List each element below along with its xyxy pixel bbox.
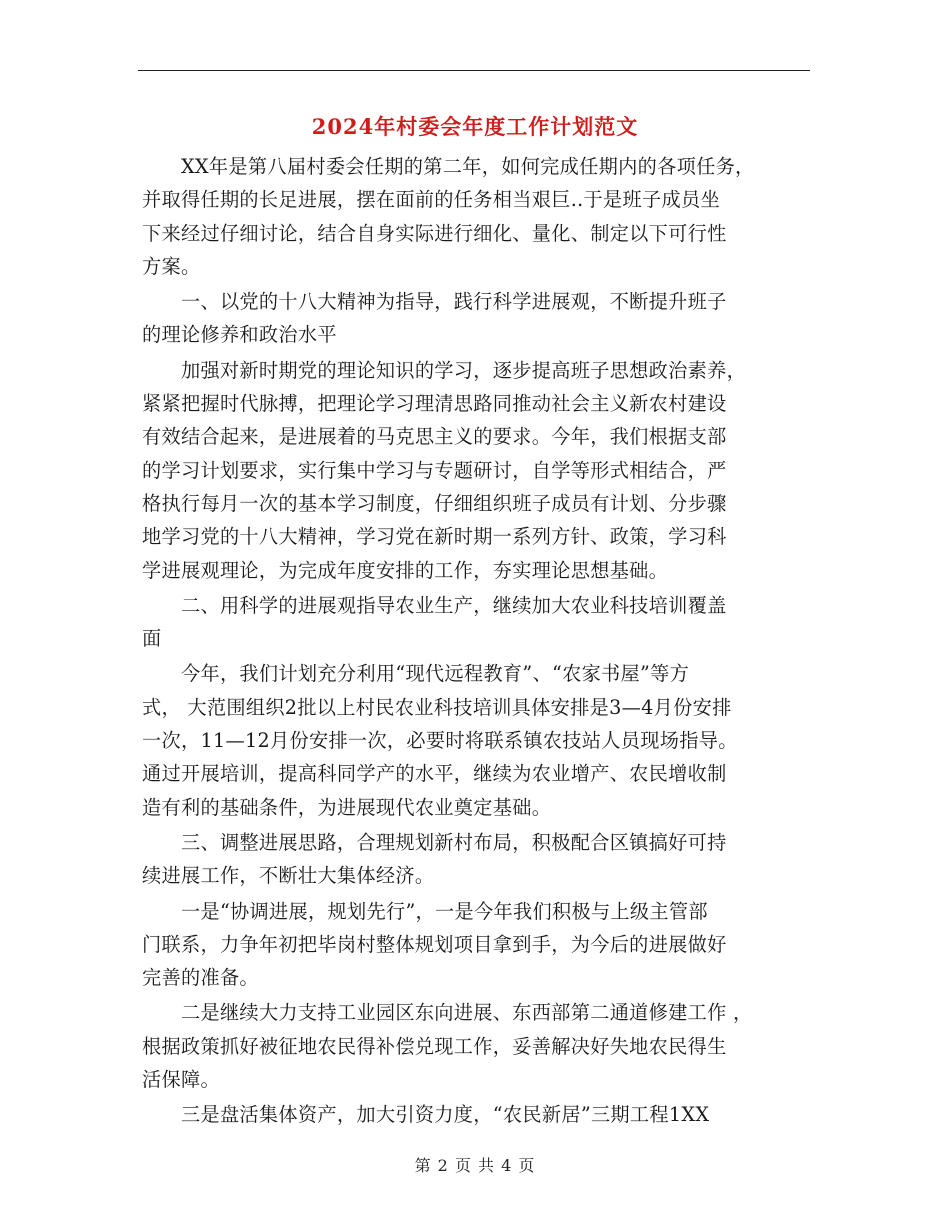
text-line: 一次，11—12月份安排一次，必要时将联系镇农技站人员现场指导。 — [142, 729, 738, 753]
paragraph — [142, 996, 802, 1096]
text-line: 今年，我们计划充分利用“现代远程教育”、“农家书屋”等方 — [142, 662, 690, 686]
text-line: 加强对新时期党的理论知识的学习，逐步提高班子思想政治素养， — [142, 358, 747, 382]
text-line: 门联系，力争年初把毕岗村整体规划项目拿到手，为今后的进展做好 — [142, 932, 727, 956]
text-line: 三是盘活集体资产，加大引资力度，“农民新居”三期工程1XX — [142, 1103, 710, 1127]
text-line: 格执行每月一次的基本学习制度，仔细组织班子成员有计划、分步骤 — [142, 491, 727, 515]
text-line: 的理论修养和政治水平 — [142, 323, 337, 347]
text-line: 式， 大范围组织2批以上村民农业科技培训具体安排是3—4月份安排 — [142, 695, 732, 719]
paragraph — [142, 285, 802, 352]
text-line: 一、以党的十八大精神为指导，践行科学进展观，不断提升班子 — [142, 290, 727, 314]
text-line: XX年是第八届村委会任期的第二年，如何完成任期内的各项任务， — [142, 155, 755, 178]
text-line: 二是继续大力支持工业园区东向进展、东西部第二通道修建工作 ， — [142, 1001, 753, 1025]
paragraph — [142, 589, 802, 656]
paragraph — [142, 150, 802, 283]
text-line: 的学习计划要求，实行集中学习与专题研讨，自学等形式相结合，严 — [142, 458, 727, 482]
text-line: 有效结合起来，是进展着的马克思主义的要求。今年，我们根据支部 — [142, 425, 727, 449]
page-footer: 第 2 页 共 4 页 — [414, 1156, 536, 1175]
text-line: 续进展工作，不断壮大集体经济。 — [142, 864, 435, 888]
paragraph — [142, 657, 802, 823]
text-line: 面 — [142, 627, 162, 651]
text-line: 并取得任期的长足进展，摆在面前的任务相当艰巨..于是班子成员坐 — [142, 188, 720, 212]
paragraph — [142, 1098, 802, 1131]
text-line: 一是“协调进展，规划先行”，一是今年我们积极与上级主管部 — [142, 899, 708, 923]
text-line: 活保障。 — [142, 1068, 220, 1092]
text-line: 方案。 — [142, 254, 201, 278]
text-line: 三、调整进展思路，合理规划新村布局，积极配合区镇搞好可持 — [142, 830, 727, 854]
text-line: 紧紧把握时代脉搏，把理论学习理清思路同推动社会主义新农村建设 — [142, 392, 727, 416]
text-line: 造有利的基础条件，为进展现代农业奠定基础。 — [142, 795, 552, 819]
text-line: 下来经过仔细讨论，结合自身实际进行细化、量化、制定以下可行性 — [142, 221, 727, 245]
text-line: 学进展观理论，为完成年度安排的工作，夯实理论思想基础。 — [142, 558, 669, 582]
text-line: 完善的准备。 — [142, 966, 259, 990]
text-line: 地学习党的十八大精神，学习党在新时期一系列方针、政策，学习科 — [142, 525, 727, 549]
paragraph — [142, 826, 802, 893]
text-line: 根据政策抓好被征地农民得补偿兑现工作，妥善解决好失地农民得生 — [142, 1034, 727, 1058]
text-line: 通过开展培训，提高科同学产的水平，继续为农业增产、农民增收制 — [142, 762, 727, 786]
paragraph — [142, 354, 802, 587]
document-title: 2024年村委会年度工作计划范文 — [311, 114, 639, 139]
document-body — [142, 150, 802, 1132]
paragraph — [142, 895, 802, 995]
header-rule — [138, 70, 810, 71]
text-line: 二、用科学的进展观指导农业生产，继续加大农业科技培训覆盖 — [142, 593, 727, 617]
